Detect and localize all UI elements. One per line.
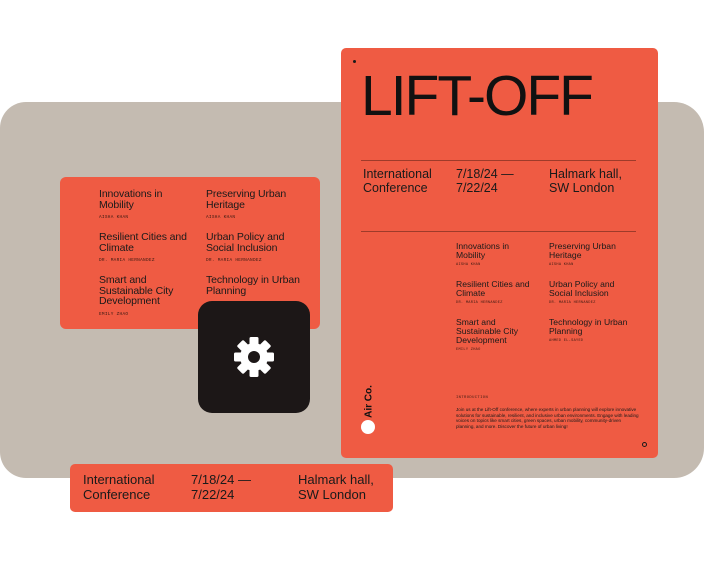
session-speaker: AHMED EL-SAYED bbox=[549, 339, 584, 343]
gear-icon bbox=[231, 334, 277, 380]
session-item bbox=[99, 275, 194, 317]
event-type: International Conference bbox=[363, 167, 432, 195]
session-item bbox=[456, 242, 540, 267]
corner-mark bbox=[642, 442, 647, 447]
event-dates: 7/18/24 — 7/22/24 bbox=[456, 167, 514, 195]
session-title: Innovations in Mobility bbox=[456, 241, 510, 260]
dot-mark bbox=[353, 60, 356, 63]
session-speaker: EMILY ZHAO bbox=[456, 348, 481, 352]
brand-circle bbox=[361, 420, 375, 434]
intro-text: Join us at the Lift-Off conference, where experts in urban planning will explore innovative solutions for sustainable, resilient, and inclusive urban environments. Engage with leading voices on topics like smart cities, green spaces, urban mobility, community-driven planning, and more. Discover the future of urban living! bbox=[456, 407, 639, 429]
session-speaker: EMILY ZHAO bbox=[99, 311, 129, 317]
poster bbox=[341, 48, 658, 458]
session-title: Innovations in Mobility bbox=[99, 188, 163, 211]
session-item bbox=[549, 318, 641, 343]
session-title: Smart and Sustainable City Development bbox=[99, 274, 174, 307]
session-title: Preserving Urban Heritage bbox=[549, 241, 616, 260]
session-item bbox=[99, 232, 194, 263]
settings-button[interactable] bbox=[198, 301, 310, 413]
session-speaker: AISHA KHAN bbox=[99, 215, 129, 220]
divider bbox=[361, 160, 636, 161]
session-speaker: AISHA KHAN bbox=[456, 263, 481, 267]
session-title: Smart and Sustainable City Development bbox=[456, 317, 519, 345]
info-strip bbox=[70, 464, 393, 512]
poster-title: LIFT-OFF bbox=[361, 64, 592, 128]
session-title: Urban Policy and Social Inclusion bbox=[206, 231, 285, 254]
event-venue: Halmark hall, SW London bbox=[298, 472, 374, 502]
session-speaker: AISHA KHAN bbox=[549, 263, 574, 267]
session-speaker: DR. MARIA HERNANDEZ bbox=[206, 258, 262, 263]
event-dates: 7/18/24 — 7/22/24 bbox=[191, 472, 251, 502]
session-title: Technology in Urban Planning bbox=[549, 317, 628, 336]
session-speaker: DR. MARIA HERNANDEZ bbox=[549, 301, 596, 305]
session-title: Technology in Urban Planning bbox=[206, 274, 300, 297]
session-item bbox=[206, 275, 311, 296]
session-title: Preserving Urban Heritage bbox=[206, 188, 287, 211]
session-item bbox=[99, 189, 194, 220]
intro-label: INTRODUCTION bbox=[456, 396, 489, 400]
session-speaker: DR. MARIA HERNANDEZ bbox=[456, 301, 503, 305]
session-title: Resilient Cities and Climate bbox=[99, 231, 187, 254]
session-item bbox=[206, 189, 306, 220]
session-item bbox=[549, 280, 639, 305]
session-item bbox=[456, 318, 540, 352]
brand-logo bbox=[359, 376, 379, 438]
event-type: International Conference bbox=[83, 472, 155, 502]
session-item bbox=[456, 280, 540, 305]
session-title: Resilient Cities and Climate bbox=[456, 279, 530, 298]
session-speaker: AISHA KHAN bbox=[206, 215, 236, 220]
session-speaker: DR. MARIA HERNANDEZ bbox=[99, 258, 155, 263]
session-title: Urban Policy and Social Inclusion bbox=[549, 279, 615, 298]
brand-name: Air Co. bbox=[363, 385, 375, 418]
event-venue: Halmark hall, SW London bbox=[549, 167, 622, 195]
session-item bbox=[206, 232, 306, 263]
session-item bbox=[549, 242, 639, 267]
divider bbox=[361, 231, 636, 232]
